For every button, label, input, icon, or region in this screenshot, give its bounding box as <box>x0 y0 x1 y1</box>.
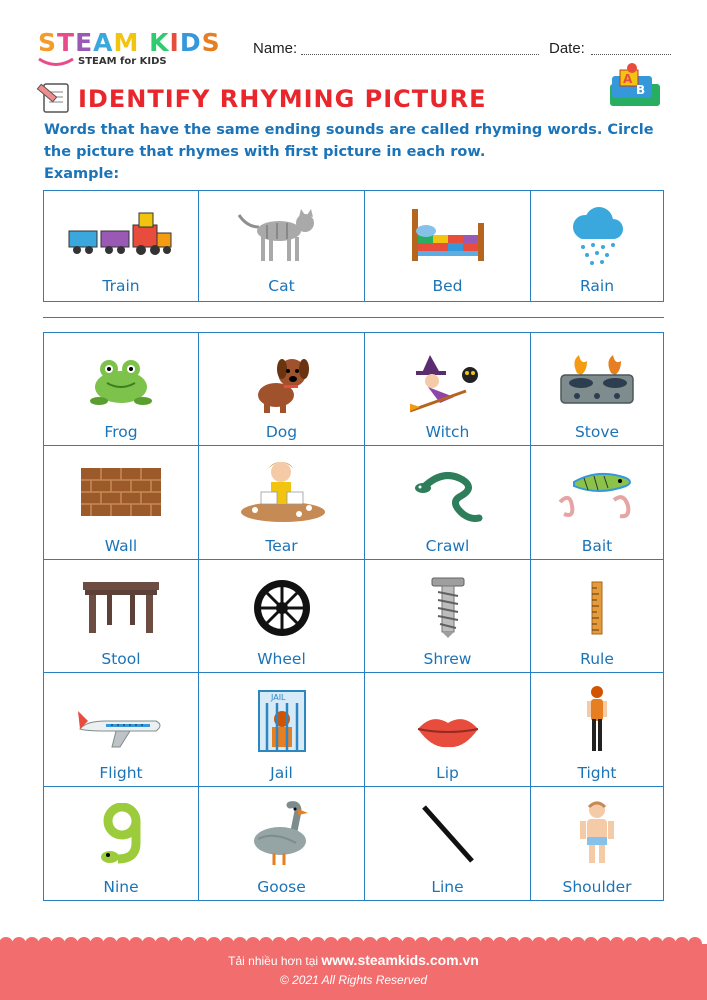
example-cell-rain[interactable] <box>531 191 663 301</box>
logo-title: STEAM KIDS <box>38 28 221 57</box>
picture-label: Dog <box>265 423 298 442</box>
example-cell-bed[interactable] <box>365 191 531 301</box>
cell-stool[interactable] <box>44 560 199 673</box>
cell-tear[interactable] <box>199 446 365 559</box>
picture-label: Shoulder <box>562 878 632 896</box>
date-label: Date: <box>549 40 585 57</box>
logo-subtitle: STEAM for KIDS <box>78 56 167 67</box>
picture-label: Tear <box>265 536 298 555</box>
pencil-paper-icon <box>36 80 72 116</box>
picture-label: Tight <box>577 763 617 782</box>
svg-text:JAIL: JAIL <box>270 693 286 703</box>
cell-lip[interactable] <box>365 673 531 786</box>
example-row <box>43 190 664 302</box>
cell-shoulder[interactable] <box>531 787 663 900</box>
frog-icon <box>89 353 153 407</box>
picture-label: Bed <box>432 277 463 295</box>
wheel-icon <box>252 578 312 638</box>
picture-label: Shrew <box>423 650 472 669</box>
rain-cloud-icon <box>567 205 627 267</box>
line-icon <box>420 803 476 865</box>
picture-label: Line <box>431 878 464 896</box>
example-label: Example: <box>44 166 120 182</box>
picture-label: Rain <box>579 277 615 295</box>
picture-label: Rule <box>580 650 614 669</box>
cell-shrew[interactable] <box>365 560 531 673</box>
svg-text:B: B <box>636 83 646 97</box>
cell-frog[interactable] <box>44 333 199 446</box>
cell-line[interactable] <box>365 787 531 900</box>
picture-label: Stool <box>101 650 141 669</box>
example-cell-cat[interactable] <box>199 191 365 301</box>
cell-flight[interactable] <box>44 673 199 786</box>
cell-goose[interactable] <box>199 787 365 900</box>
picture-label: Wheel <box>257 650 306 669</box>
abc-book-icon <box>606 62 666 114</box>
woman-in-tights-icon <box>583 685 611 755</box>
instructions: Words that have the same ending sounds are called rhyming words. Circle the picture that rhymes with first picture in each row. <box>44 122 654 160</box>
rhyme-grid <box>43 332 664 901</box>
cat-icon <box>237 205 327 263</box>
picture-label: Nine <box>103 878 139 896</box>
worksheet-title: IDENTIFY RHYMING PICTURE <box>78 85 487 113</box>
screw-icon <box>428 576 468 638</box>
picture-label: Jail <box>270 763 293 782</box>
picture-label: Wall <box>104 536 138 555</box>
number-nine-icon <box>96 803 146 865</box>
cell-jail[interactable] <box>199 673 365 786</box>
cell-stove[interactable] <box>531 333 663 446</box>
cell-tight[interactable] <box>531 673 663 786</box>
eel-icon <box>413 466 483 522</box>
cell-wheel[interactable] <box>199 560 365 673</box>
name-field[interactable] <box>301 54 539 55</box>
picture-label: Witch <box>425 423 470 442</box>
stove-icon <box>557 353 637 409</box>
picture-label: Stove <box>574 423 620 442</box>
goose-icon <box>250 801 314 867</box>
dog-icon <box>250 353 314 415</box>
footer-site-link[interactable]: www.steamkids.com.vn <box>321 952 479 968</box>
picture-label: Goose <box>257 878 306 896</box>
name-label: Name: <box>253 40 298 57</box>
picture-label: Flight <box>99 763 143 782</box>
bed-icon <box>408 205 488 265</box>
cell-witch[interactable] <box>365 333 531 446</box>
brick-wall-icon <box>81 466 161 518</box>
stool-icon <box>81 580 161 634</box>
footer-prefix: Tải nhiều hơn tại <box>228 954 322 968</box>
footer-download-text <box>0 952 707 968</box>
lips-icon <box>416 711 480 751</box>
footer-copyright: © 2021 All Rights Reserved <box>279 973 428 987</box>
cell-wall[interactable] <box>44 446 199 559</box>
picture-label: Bait <box>581 536 613 555</box>
ruler-icon <box>589 580 605 636</box>
logo-swoosh-icon <box>38 56 74 68</box>
train-icon <box>67 205 175 261</box>
cell-bait[interactable] <box>531 446 663 559</box>
picture-label: Cat <box>268 277 295 295</box>
picture-label: Lip <box>436 763 459 782</box>
picture-label: Train <box>102 277 140 295</box>
airplane-icon <box>76 707 166 751</box>
steam-kids-logo <box>38 30 238 70</box>
child-shoulder-icon <box>577 801 617 865</box>
date-field[interactable] <box>591 54 671 55</box>
witch-icon <box>410 353 486 415</box>
section-divider <box>43 317 664 318</box>
svg-text:A: A <box>623 72 633 86</box>
example-cell-train[interactable] <box>44 191 199 301</box>
tearing-paper-icon <box>239 458 325 524</box>
cell-dog[interactable] <box>199 333 365 446</box>
fishing-lure-icon <box>554 466 640 522</box>
cell-crawl[interactable] <box>365 446 531 559</box>
jail-icon <box>257 689 307 753</box>
cell-nine[interactable] <box>44 787 199 900</box>
cell-rule[interactable] <box>531 560 663 673</box>
picture-label: Crawl <box>425 536 470 555</box>
picture-label: Frog <box>104 423 138 442</box>
